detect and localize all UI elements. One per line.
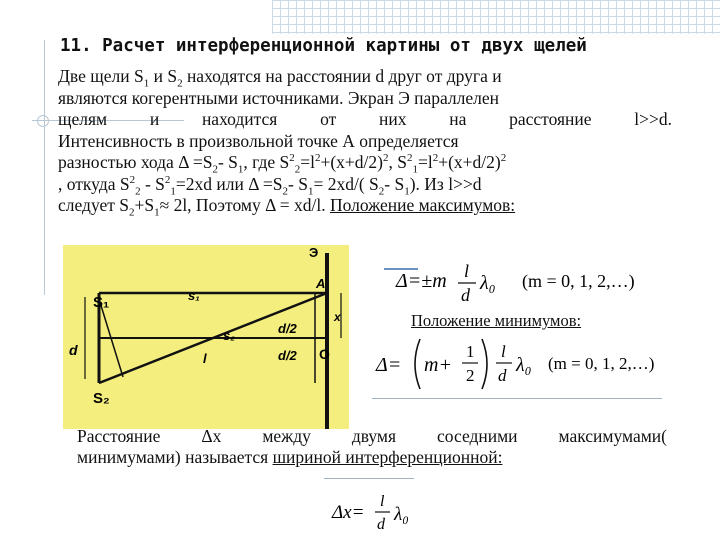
maxima-condition: (m = 0, 1, 2,…) xyxy=(522,271,635,291)
width-line-1: Расстояние Δx между двумя соседними максимумами( xyxy=(77,426,667,446)
half-top-label: d/2 xyxy=(278,321,297,336)
separator-line-2 xyxy=(324,478,414,479)
minima-delta: Δ= xyxy=(376,354,402,376)
width-line-2: минимумами) называется шириной интерференционной: xyxy=(77,447,503,467)
maxima-lambda: λ₀ xyxy=(480,272,496,294)
width-paragraph xyxy=(77,426,667,468)
para-line-3: щелям и находится от них на расстояние l>>d. xyxy=(58,109,672,129)
maxima-delta: Δ=±m xyxy=(396,270,447,292)
dx-frac-den: d xyxy=(377,516,385,533)
maxima-frac-num: l xyxy=(464,261,470,281)
minima-condition: (m = 0, 1, 2,…) xyxy=(548,354,655,373)
main-paragraph xyxy=(58,66,672,217)
decorative-vertical-line xyxy=(44,40,45,295)
minima-half-den: 2 xyxy=(466,366,475,385)
para-line-1: Две щели $S_1$ и $S_2$ находятся на расстоянии d друг от друга и xyxy=(58,66,502,90)
separator-line xyxy=(372,398,662,399)
maxima-formula xyxy=(384,255,654,305)
page-title: 11. Расчет интерференционной картины от двух щелей xyxy=(60,36,587,56)
minima-heading: Положение минимумов: xyxy=(411,311,582,330)
maxima-heading: Положение максимумов: xyxy=(329,195,516,215)
s2-ray-label: s₂ xyxy=(223,328,236,343)
minima-right-paren xyxy=(482,339,487,389)
dx-lambda: λ₀ xyxy=(394,504,409,525)
minima-formula xyxy=(372,333,664,395)
maxima-frac-den: d xyxy=(461,285,470,305)
minima-left-paren xyxy=(415,339,420,389)
s1-ray-label: s₁ xyxy=(188,288,200,303)
fringe-width-formula xyxy=(330,486,430,536)
minima-half-num: 1 xyxy=(466,342,475,361)
d-label: d xyxy=(69,342,78,358)
para-line-6: , откуда $S^2_2 - S^2_1=2xd$ или $\Delta =S_2-$ $S_1= 2xd/$( $S_2-$ $S_1$). Из l>>d xyxy=(58,173,482,197)
para-line-7: следует $S_2+S_1\approx 2l$, Поэтому Δ = xd/l. Положение максимумов: xyxy=(58,195,516,219)
minima-frac-num: l xyxy=(501,342,506,361)
o-label: O xyxy=(319,346,330,362)
s2-label: S₂ xyxy=(93,390,110,407)
para-line-5: разностью хода $\Delta =S_2-$ $S_1$, где $S^2_2=l^2+(x+d/2)^2$, $S^2_1=l^2+(x+d/2)^2$ xyxy=(58,152,507,176)
l-label: l xyxy=(203,351,207,366)
dx-lhs: Δx= xyxy=(332,502,365,523)
fringe-width-term: шириной интерференционной: xyxy=(272,447,503,467)
minima-frac-den: d xyxy=(498,366,507,385)
decorative-crosshair-circle xyxy=(37,115,49,127)
two-slit-diagram xyxy=(63,245,349,429)
minima-m: m+ xyxy=(424,354,452,376)
x-label: x xyxy=(334,310,341,324)
para-line-2: являются когерентными источниками. Экран Э параллелен xyxy=(58,87,500,108)
s1-label: S₁ xyxy=(93,294,110,311)
half-bottom-label: d/2 xyxy=(278,348,297,363)
para-line-4: Интенсивность в произвольной точке А определяется xyxy=(58,130,459,151)
point-a-label: A xyxy=(316,276,326,291)
decorative-grid xyxy=(272,0,720,34)
screen-label: Э xyxy=(309,245,319,260)
minima-lambda: λ₀ xyxy=(516,354,532,376)
dx-frac-num: l xyxy=(380,493,385,510)
